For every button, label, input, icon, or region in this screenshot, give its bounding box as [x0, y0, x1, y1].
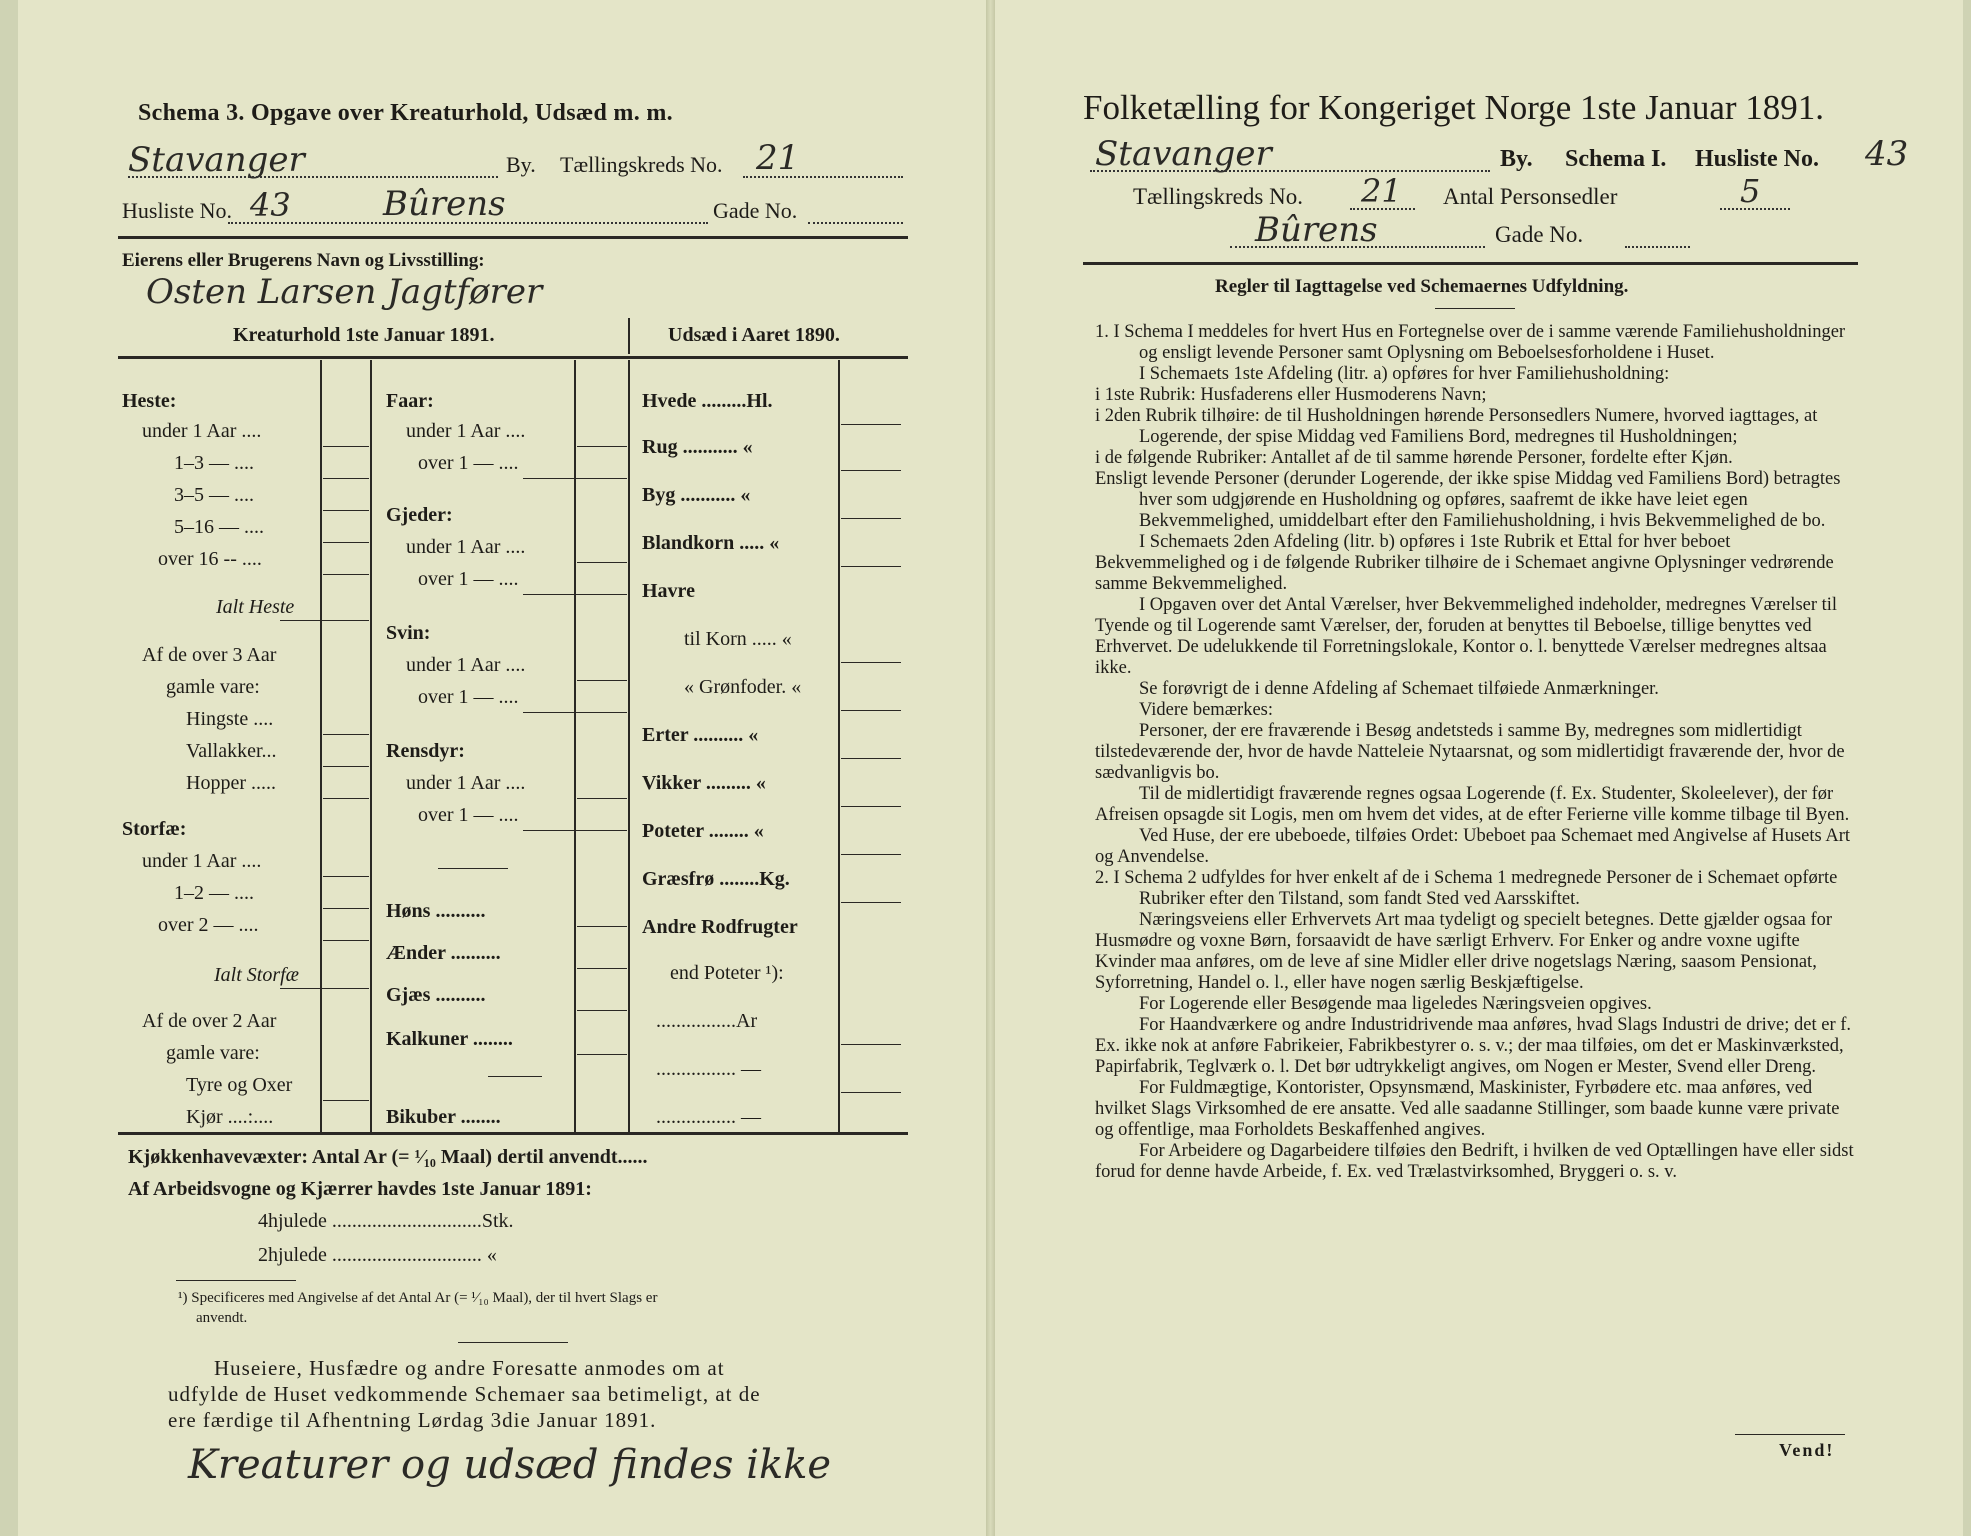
kjor: Kjør ....:....	[186, 1106, 274, 1128]
col3-row-line	[841, 854, 901, 855]
svin-label: Svin:	[386, 622, 431, 644]
husliste-label-right: Husliste No.	[1695, 146, 1820, 172]
tyre-oxer: Tyre og Oxer	[186, 1074, 293, 1096]
rule-paragraph: I Schemaets 1ste Afdeling (litr. a) opføres for hver Familiehusholdning:	[1139, 364, 1670, 384]
husliste-value: 43	[250, 186, 291, 224]
vikker: Vikker ......... «	[642, 772, 766, 794]
rodfrugt-line-2: ................ —	[656, 1058, 761, 1080]
col3-row-line	[841, 1092, 901, 1093]
header-rule	[118, 236, 908, 239]
kreds-line	[743, 176, 903, 178]
storfae-1-2: 1–2 — ....	[174, 882, 254, 904]
rensdyr-under1: under 1 Aar ....	[406, 772, 526, 794]
rule-paragraph: i 1ste Rubrik: Husfaderens eller Husmoderens Navn;	[1095, 385, 1487, 405]
af-over2: Af de over 2 Aar	[142, 1010, 277, 1032]
graesfro: Græsfrø ........Kg.	[642, 868, 790, 890]
udsaed-header: Udsæd i Aaret 1890.	[668, 324, 840, 346]
kjokken-line: Kjøkkenhavevæxter: Antal Ar (= ¹⁄₁₀ Maal) dertil anvendt......	[128, 1146, 648, 1168]
col1-row-line	[323, 734, 369, 735]
col1-row-line	[323, 478, 369, 479]
col2-value-right	[628, 360, 630, 1132]
rule-paragraph: Videre bemærkes:	[1139, 700, 1273, 720]
hingste: Hingste ....	[186, 708, 274, 730]
gade-label: Gade No.	[713, 198, 798, 223]
col2-row-line	[577, 446, 627, 447]
col3-row-line	[841, 518, 901, 519]
footnote-2: anvendt.	[196, 1310, 248, 1326]
rule-paragraph: Næringsveiens eller Erhvervets Art maa tydeligt og specielt betegnes. Dette gjælder ogsaa for Husmødre og voxne Børn, forsaavidt de have særligt Erhverv. For Enker og andre voxne ugifte Kvinder maa anføres, om de leve af sine Midler eller drive nogetslags Næring, saasom Pensionat, Syforretning, Handel o. l., eller have nogen særlig Beskjæftigelse.	[1095, 910, 1833, 993]
col2-row-line	[577, 1010, 627, 1011]
rodfrugt-line-3: ................ —	[656, 1106, 761, 1128]
rule-paragraph: I Opgaven over det Antal Værelser, hver Bekvemmelighed indeholder, medregnes Værelser til Tyende og til Logerende samt Værelser, der, foruden at benyttes til Beboelse, tillige benyttes ved Erhvervet. De udelukkende til Forretningslokale, Kontor o. l. benyttede Værelser medregnes altsaa ikke.	[1095, 595, 1838, 678]
hjul2-line: 2hjulede .............................. «	[258, 1244, 497, 1266]
rule-paragraph: i de følgende Rubriker: Antallet af de til samme hørende Personer, fordelte efter Kjøn.	[1095, 448, 1733, 468]
kreds-value: 21	[756, 138, 800, 178]
end-poteter: end Poteter ¹):	[670, 962, 784, 984]
storfae-under1: under 1 Aar ....	[142, 850, 262, 872]
rensdyr-label: Rensdyr:	[386, 740, 465, 762]
col3-row-line	[841, 662, 901, 663]
heste-label: Heste:	[122, 390, 177, 412]
havre: Havre	[642, 580, 695, 602]
closing-1: Huseiere, Husfædre og andre Foresatte anmodes om at	[214, 1356, 725, 1380]
heste-3-5: 3–5 — ....	[174, 484, 254, 506]
col1-row-line	[323, 798, 369, 799]
col1-row-line	[323, 446, 369, 447]
col1-row-line	[323, 1100, 369, 1101]
heste-under1: under 1 Aar ....	[142, 420, 262, 442]
rule-paragraph: 1. I Schema I meddeles for hvert Hus en Fortegnelse over de i samme værende Familiehusholdninger og ensligt levende Personer samt Oplysning om Beboelsesforholdene i Huset.	[1095, 322, 1846, 363]
table-top-rule	[118, 356, 908, 359]
right-page	[995, 0, 1963, 1536]
antal-value: 5	[1740, 172, 1761, 210]
andre-rodfrugter: Andre Rodfrugter	[642, 916, 798, 938]
street-line	[228, 222, 708, 224]
vallakker: Vallakker...	[186, 740, 277, 762]
rule-paragraph: 2. I Schema 2 udfyldes for hver enkelt af de i Schema 1 medregnede Personer de i Schemaet opførte Rubriker efter den Tilstand, som fandt Sted ved Aarsskiftet.	[1095, 868, 1838, 909]
col1-row-line	[280, 620, 369, 621]
col3-row-line	[841, 710, 901, 711]
street-handwritten: Bûrens	[383, 184, 506, 224]
af-over3: Af de over 3 Aar	[142, 644, 277, 666]
owner-label: Eierens eller Brugerens Navn og Livsstilling:	[122, 250, 485, 271]
heste-1-3: 1–3 — ....	[174, 452, 254, 474]
rule-paragraph: I Schemaets 2den Afdeling (litr. b) opføres i 1ste Rubrik et Ettal for hver beboet Bekvemmelighed og i de følgende Rubriker tilhøire de i Schemaet angivne Oplysninger vedrørende samme Bekvemmelighed.	[1095, 532, 1834, 594]
street-handwritten-right: Bûrens	[1255, 210, 1378, 250]
faar-label: Faar:	[386, 390, 434, 412]
page-fold	[986, 0, 995, 1536]
col3-row-line	[841, 902, 901, 903]
poteter: Poteter ........ «	[642, 820, 764, 842]
rules-block	[1095, 322, 1855, 1183]
blandkorn: Blandkorn ..... «	[642, 532, 780, 554]
rule-paragraph: i 2den Rubrik tilhøire: de til Husholdningen hørende Personsedlers Numere, hvorved iagttages, at Logerende, der spise Middag ved Familiens Bord, medregnes til Husholdningen;	[1095, 406, 1818, 447]
rule-paragraph: Ensligt levende Personer (derunder Logerende, der ikke spise Middag ved Familiens Bord) betragtes hver som udgjørende en Husholdning og opføres, saafremt de ikke have leiet egen Bekvemmelighed, umiddelbart efter den Familiehusholdning, i hvis Bekvemmelighed de bo.	[1095, 469, 1841, 531]
faar-under1: under 1 Aar ....	[406, 420, 526, 442]
gjeder-label: Gjeder:	[386, 504, 453, 526]
col2-row-line	[577, 562, 627, 563]
kreds-label: Tællingskreds No.	[560, 152, 723, 177]
col2-row-line	[577, 680, 627, 681]
city-handwritten-right: Stavanger	[1095, 134, 1272, 174]
kreatur-header: Kreaturhold 1ste Januar 1891.	[233, 324, 495, 346]
header-divider	[628, 318, 630, 354]
col3-row-line	[841, 806, 901, 807]
schema-title: Schema 3. Opgave over Kreaturhold, Udsæd m. m.	[138, 100, 673, 126]
rule-paragraph: For Fuldmægtige, Kontorister, Opsynsmænd, Maskinister, Fyrbødere etc. maa anføres, ved hvilket Slags Virksomhed de ere ansatte. Ved alle saadanne Stillinger, som baade kunne være private og offentlige, maa Forholdets Beskaffenhed angives.	[1095, 1078, 1840, 1140]
rules-title-rule	[1435, 308, 1515, 309]
svin-under1: under 1 Aar ....	[406, 654, 526, 676]
havre-korn: til Korn ..... «	[684, 628, 792, 650]
col1-row-line	[323, 766, 369, 767]
kreds-label-right: Tællingskreds No.	[1133, 184, 1303, 209]
col2-row-line	[523, 594, 627, 595]
closing-rule	[458, 1342, 568, 1343]
gamle-vare-1: gamle vare:	[166, 676, 260, 698]
col2-row-line	[577, 1054, 627, 1055]
vend-label: Vend!	[1779, 1440, 1835, 1460]
heste-over16: over 16 -- ....	[158, 548, 262, 570]
gade-label-right: Gade No.	[1495, 222, 1584, 247]
hopper: Hopper .....	[186, 772, 276, 794]
closing-3: ere færdige til Afhentning Lørdag 3die Januar 1891.	[168, 1408, 657, 1432]
col2-row-line	[523, 712, 627, 713]
aender: Ænder ..........	[386, 942, 501, 964]
col3-row-line	[841, 470, 901, 471]
census-title: Folketælling for Kongeriget Norge 1ste Januar 1891.	[1083, 88, 1825, 127]
faar-over1: over 1 — ....	[418, 452, 519, 474]
col1-row-line	[323, 876, 369, 877]
havre-gronfoder: « Grønfoder. «	[684, 676, 802, 698]
by-label: By.	[506, 152, 536, 177]
col1-value-right	[370, 360, 372, 1132]
table-bottom-rule	[118, 1132, 908, 1135]
rule-paragraph: Personer, der ere fraværende i Besøg andetsteds i samme By, medregnes som midlertidigt tilstedeværende der, hvor de havde Natteleie Nytaarsnat, og som midlertidigt fraværende der, hvor de sædvanligvis bo.	[1095, 721, 1845, 783]
col1-row-line	[280, 988, 369, 989]
hons: Høns ..........	[386, 900, 486, 922]
schema-label: Schema I.	[1565, 146, 1667, 172]
col2-row-line	[577, 798, 627, 799]
kalkuner: Kalkuner ........	[386, 1028, 513, 1050]
col3-row-line	[841, 758, 901, 759]
col3-row-line	[841, 566, 901, 567]
rule-paragraph: Ved Huse, der ere ubeboede, tilføies Ordet: Ubeboet paa Schemaet med Angivelse af Husets Art og Anvendelse.	[1095, 826, 1850, 867]
city-handwritten: Stavanger	[128, 140, 305, 180]
col1-row-line	[323, 574, 369, 575]
col3-row-line	[841, 1044, 901, 1045]
gjaes: Gjæs ..........	[386, 984, 486, 1006]
city-line-right	[1090, 170, 1490, 172]
closing-2: udfylde de Huset vedkommende Schemaer saa betimeligt, at de	[168, 1382, 761, 1406]
col2-row-line	[577, 968, 627, 969]
handwritten-note: Kreaturer og udsæd findes ikke	[188, 1442, 832, 1488]
col2-row-line	[488, 1076, 542, 1077]
arbeid-line: Af Arbeidsvogne og Kjærrer havdes 1ste Januar 1891:	[128, 1178, 592, 1200]
rule-paragraph: Til de midlertidigt fraværende regnes ogsaa Logerende (f. Ex. Studenter, Skoleelever), der før Afreisen opsagde sit Logis, men om hvem det vides, at de efter Ferierne ville komme tilbage til Byen.	[1095, 784, 1850, 825]
col2-row-line	[577, 926, 627, 927]
gjeder-under1: under 1 Aar ....	[406, 536, 526, 558]
erter: Erter .......... «	[642, 724, 759, 746]
col2-separator	[438, 868, 508, 869]
vend-rule	[1735, 1434, 1845, 1435]
ialt-heste: Ialt Heste	[216, 596, 295, 618]
rodfrugt-line-1: ................Ar	[656, 1010, 758, 1032]
gamle-vare-2: gamle vare:	[166, 1042, 260, 1064]
col3-row-line	[841, 424, 901, 425]
col2-value-left	[574, 360, 576, 1132]
col2-row-line	[523, 830, 627, 831]
rug: Rug ........... «	[642, 436, 753, 458]
col1-row-line	[323, 542, 369, 543]
husliste-label: Husliste No.	[122, 198, 232, 223]
gade-line-right	[1625, 246, 1690, 248]
rule-paragraph: For Arbeidere og Dagarbeidere tilføies den Bedrift, i hvilken de ved Optællingen have eller sidst forud for denne havde Arbeide, f. Ex. ved Trælastvirksomhed, Bryggeri o. s. v.	[1095, 1141, 1854, 1182]
hvede: Hvede .........Hl.	[642, 390, 773, 412]
col1-row-line	[323, 940, 369, 941]
col1-row-line	[323, 510, 369, 511]
antal-line	[1720, 208, 1790, 210]
left-page	[18, 0, 988, 1536]
rensdyr-over1: over 1 — ....	[418, 804, 519, 826]
col1-value-left	[320, 360, 322, 1132]
bikuber: Bikuber ........	[386, 1106, 501, 1128]
hjul4-line: 4hjulede ..............................Stk.	[258, 1210, 514, 1232]
footnote-rule	[176, 1280, 296, 1281]
rule-paragraph: Se forøvrigt de i denne Afdeling af Schemaet tilføiede Anmærkninger.	[1139, 679, 1659, 699]
storfae-label: Storfæ:	[122, 818, 187, 840]
gjeder-over1: over 1 — ....	[418, 568, 519, 590]
owner-value: Osten Larsen Jagtfører	[146, 272, 543, 312]
ialt-storfae: Ialt Storfæ	[214, 964, 300, 986]
byg: Byg ........... «	[642, 484, 751, 506]
right-header-rule	[1083, 262, 1858, 265]
footnote-1: ¹) Specificeres med Angivelse af det Antal Ar (= ¹⁄₁₀ Maal), der til hvert Slags er	[178, 1290, 658, 1306]
rule-paragraph: For Haandværkere og andre Industridrivende maa anføres, hvad Slags Industri de drive; det er f. Ex. ikke nok at anføre Fabrikeier, Fabrikbestyrer o. s. v.; der maa tilføies, om det er Maskinværksted, Papirfabrik, Teglværk o. l. Det bør udtrykkeligt angives, om Nogen er Mester, Svend eller Dreng.	[1095, 1015, 1852, 1077]
rule-paragraph: For Logerende eller Besøgende maa ligeledes Næringsveien opgives.	[1139, 994, 1652, 1014]
svin-over1: over 1 — ....	[418, 686, 519, 708]
street-line-right	[1230, 246, 1485, 248]
col1-row-line	[323, 908, 369, 909]
kreds-value-right: 21	[1361, 172, 1402, 210]
col2-row-line	[523, 478, 627, 479]
antal-label: Antal Personsedler	[1443, 184, 1618, 209]
col3-value-left	[838, 360, 840, 1132]
husliste-value-right: 43	[1865, 134, 1909, 174]
rules-title: Regler til Iagttagelse ved Schemaernes Udfyldning.	[1215, 276, 1629, 297]
city-line	[128, 176, 498, 178]
heste-5-16: 5–16 — ....	[174, 516, 264, 538]
storfae-over2: over 2 — ....	[158, 914, 259, 936]
gade-line	[808, 222, 903, 224]
by-label-right: By.	[1500, 146, 1533, 172]
